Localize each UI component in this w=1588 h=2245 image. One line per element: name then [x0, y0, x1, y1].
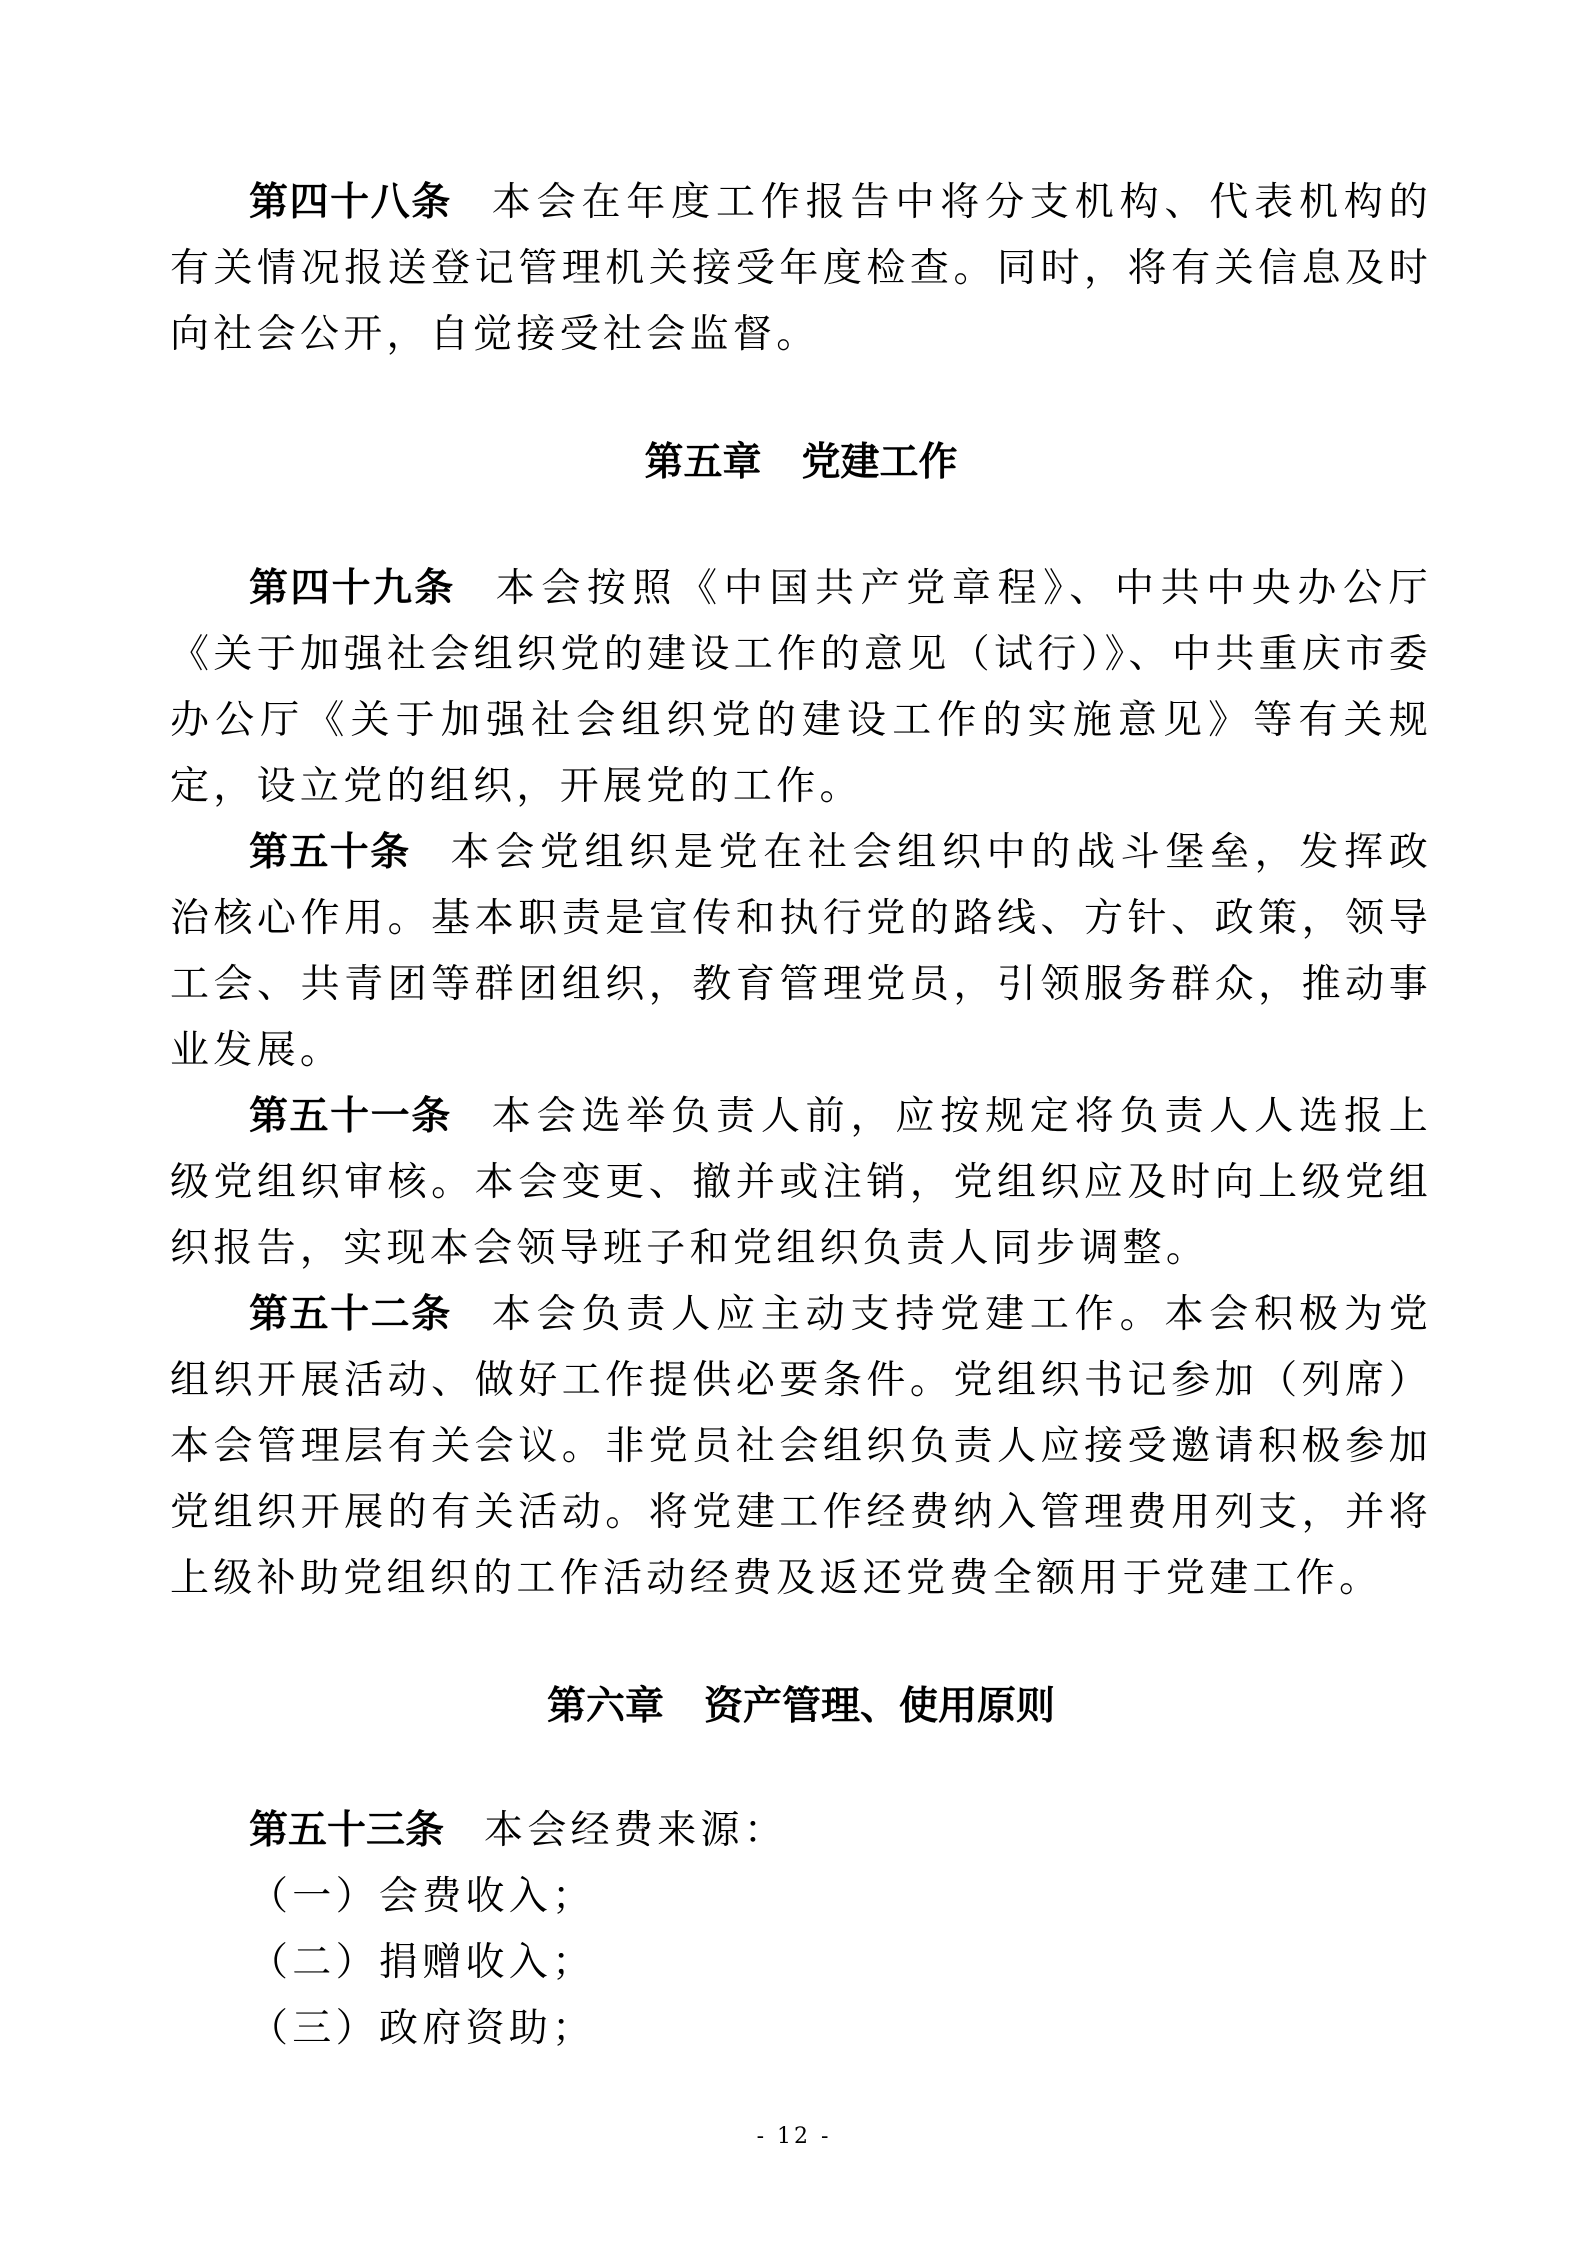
article-number: 第四十九条 — [249, 566, 456, 611]
article-50 — [170, 820, 1432, 1084]
article-53 — [170, 1798, 1432, 1864]
article-text: 本会选举负责人前，应按规定将负责人人选报上级党组织审核。本会变更、撤并或注销，党组织应及时向上级党组织报告，实现本会领导班子和党组织负责人同步调整。 — [170, 1094, 1432, 1271]
article-number: 第五十二条 — [249, 1292, 452, 1337]
chapter-title: 资产管理、使用原则 — [704, 1684, 1056, 1729]
chapter-heading-5 — [170, 430, 1432, 496]
article-text: 本会在年度工作报告中将分支机构、代表机构的有关情况报送登记管理机关接受年度检查。同时，将有关信息及时向社会公开，自觉接受社会监督。 — [170, 180, 1432, 357]
article-text: 本会按照《中国共产党章程》、中共中央办公厅《关于加强社会组织党的建设工作的意见（试行）》、中共重庆市委办公厅《关于加强社会组织党的建设工作的实施意见》等有关规定，设立党的组织，开展党的工作。 — [170, 566, 1432, 809]
page-number: - 12 - — [756, 2124, 832, 2149]
article-number: 第五十条 — [249, 830, 411, 875]
article-51 — [170, 1084, 1432, 1282]
article-number: 第五十一条 — [249, 1094, 452, 1139]
article-49 — [170, 556, 1432, 820]
chapter-number: 第五章 — [644, 440, 762, 485]
list-item: （一）会费收入； — [249, 1874, 596, 1919]
article-text: 本会党组织是党在社会组织中的战斗堡垒，发挥政治核心作用。基本职责是宣传和执行党的路线、方针、政策，领导工会、共青团等群团组织，教育管理党员，引领服务群众，推动事业发展。 — [170, 830, 1432, 1073]
article-text: 本会负责人应主动支持党建工作。本会积极为党组织开展活动、做好工作提供必要条件。党组织书记参加（列席）本会管理层有关会议。非党员社会组织负责人应接受邀请积极参加党组织开展的有关活动。将党建工作经费纳入管理费用列支，并将上级补助党组织的工作活动经费及返还党费全额用于党建工作。 — [170, 1292, 1432, 1601]
list-item: （三）政府资助； — [249, 2006, 596, 2051]
article-number: 第四十八条 — [249, 180, 452, 225]
article-48 — [170, 170, 1432, 368]
chapter-number: 第六章 — [546, 1684, 664, 1729]
chapter-heading-6 — [170, 1674, 1432, 1740]
document-page — [170, 170, 1432, 2062]
article-52 — [170, 1282, 1432, 1612]
article-number: 第五十三条 — [249, 1808, 445, 1853]
list-item: （二）捐赠收入； — [249, 1940, 596, 1985]
article-text: 本会经费来源： — [484, 1808, 788, 1853]
chapter-title: 党建工作 — [801, 440, 958, 485]
